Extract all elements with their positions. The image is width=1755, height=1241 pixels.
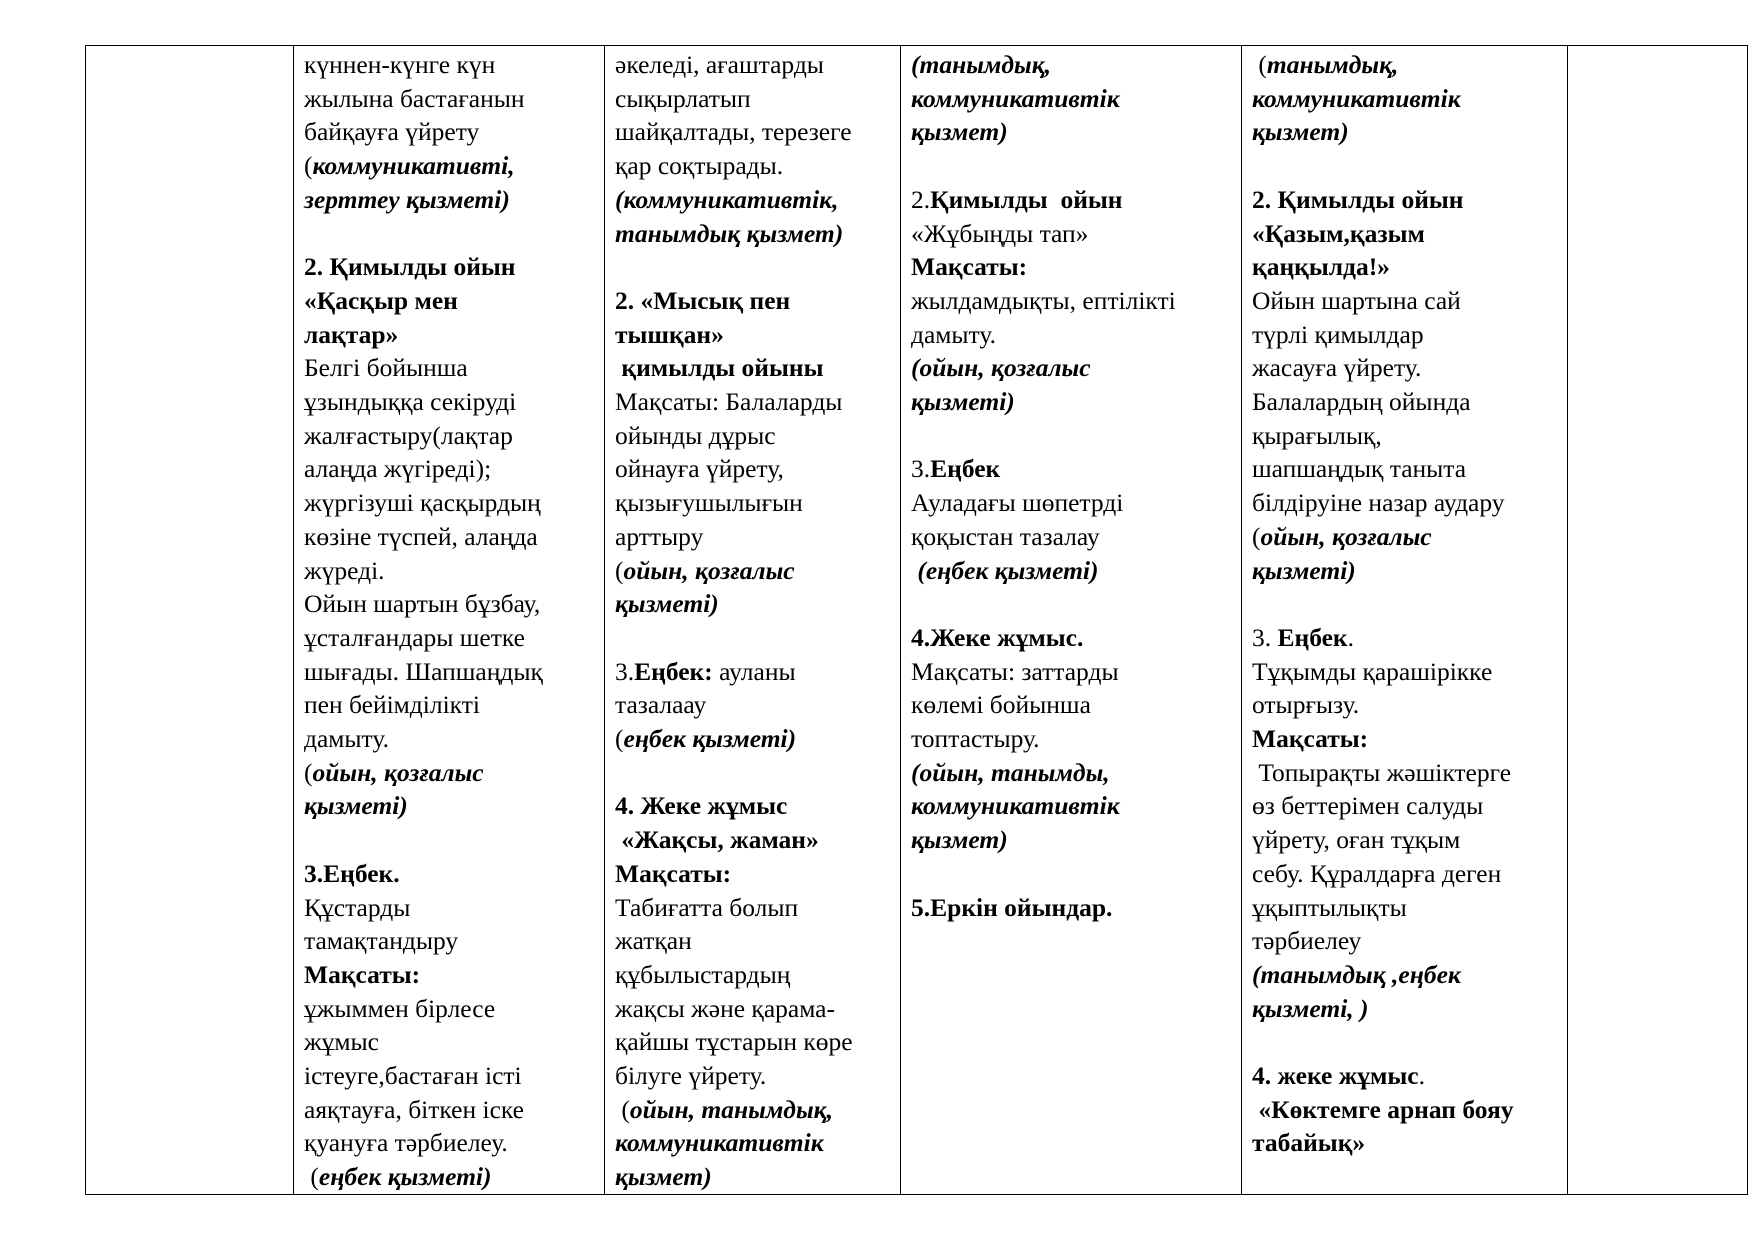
- text-line: [911, 419, 1231, 453]
- text-line: [1252, 621, 1557, 655]
- text-run: себу. Құралдарға деген: [1252, 858, 1502, 888]
- text-line: [1252, 655, 1557, 689]
- text-line: [1252, 554, 1557, 588]
- text-run: қоқыстан тазалау: [911, 521, 1100, 551]
- text-line: [304, 318, 594, 352]
- text-line: [911, 115, 1231, 149]
- text-line: [615, 48, 890, 82]
- text-line: [615, 655, 890, 689]
- table-cell-col-2: [294, 46, 605, 1195]
- text-line: [304, 823, 594, 857]
- text-run: Ойын шартын бұзбау,: [304, 589, 541, 619]
- text-run: 3.: [615, 656, 635, 686]
- text-line: [615, 1059, 890, 1093]
- text-line: [911, 149, 1231, 183]
- text-line: [615, 789, 890, 823]
- text-run: қызмет): [1252, 117, 1349, 147]
- text-line: [911, 857, 1231, 891]
- text-line: [304, 1160, 594, 1194]
- text-run: ұқыптылықты: [1252, 892, 1407, 922]
- text-run: қырағылық,: [1252, 420, 1382, 450]
- text-run: тәрбиелеу: [1252, 926, 1362, 956]
- text-run: (: [304, 1162, 319, 1192]
- text-run: (: [304, 151, 313, 181]
- text-line: [1252, 452, 1557, 486]
- text-run: топтастыру.: [911, 724, 1040, 754]
- text-run: табайық»: [1252, 1128, 1366, 1158]
- text-run: «Жақсы, жаман»: [615, 825, 819, 855]
- text-line: [1252, 756, 1557, 790]
- text-run: жүргізуші қасқырдың: [304, 488, 541, 518]
- text-line: [615, 284, 890, 318]
- text-run: күннен-күнге күн: [304, 50, 496, 79]
- text-run: жалғастыру(лақтар: [304, 420, 513, 450]
- text-run: білуге үйрету.: [615, 1061, 767, 1091]
- text-run: Құстарды: [304, 892, 411, 922]
- text-run: 4.Жеке жұмыс.: [911, 622, 1084, 652]
- text-run: .: [1347, 622, 1354, 652]
- text-run: Мақсаты:: [304, 959, 421, 989]
- text-line: [1252, 1093, 1557, 1127]
- text-line: [304, 722, 594, 756]
- text-run: қызмет): [911, 117, 1008, 147]
- text-line: [1252, 823, 1557, 857]
- text-line: [304, 992, 594, 1026]
- text-run: тамақтандыру: [304, 926, 459, 956]
- text-line: [911, 789, 1231, 823]
- text-run: қайшы тұстарын көре: [615, 1027, 853, 1057]
- text-run: дамыту.: [304, 724, 389, 754]
- text-line: [304, 924, 594, 958]
- text-line: [1252, 284, 1557, 318]
- text-line: [304, 655, 594, 689]
- text-run: Мақсаты: Балаларды: [615, 387, 843, 417]
- text-line: [304, 250, 594, 284]
- text-line: [615, 183, 890, 217]
- text-line: [911, 688, 1231, 722]
- text-line: [1252, 789, 1557, 823]
- text-run: қимылды ойыны: [615, 353, 824, 383]
- text-line: [615, 217, 890, 251]
- text-run: дамыту.: [911, 319, 996, 349]
- text-line: [304, 1025, 594, 1059]
- text-line: [1252, 1126, 1557, 1160]
- text-run: 4. жеке жұмыс: [1252, 1061, 1419, 1091]
- text-line: [911, 554, 1231, 588]
- text-line: [911, 48, 1231, 82]
- text-line: [1252, 217, 1557, 251]
- text-run: тышқан»: [615, 319, 724, 349]
- plan-table: [85, 45, 1748, 1195]
- text-line: [304, 789, 594, 823]
- text-line: [1252, 1025, 1557, 1059]
- text-run: (: [1252, 521, 1261, 551]
- text-line: [1252, 587, 1557, 621]
- text-run: көзіне түспей, алаңда: [304, 521, 538, 551]
- text-line: [615, 1126, 890, 1160]
- text-line: [615, 82, 890, 116]
- text-line: [1252, 318, 1557, 352]
- text-run: шайқалтады, терезеге: [615, 117, 852, 147]
- text-line: [304, 621, 594, 655]
- text-run: жасауға үйрету.: [1252, 353, 1422, 383]
- text-line: [304, 1093, 594, 1127]
- text-line: [1252, 891, 1557, 925]
- text-run: өз беттерімен салуды: [1252, 791, 1484, 821]
- table-cell-col-4: [901, 46, 1242, 1195]
- text-line: [615, 587, 890, 621]
- text-line: [304, 284, 594, 318]
- text-run: қызметі): [911, 387, 1015, 417]
- text-run: ойын, қозғалыс: [312, 757, 484, 787]
- text-run: (танымдық ,еңбек: [1252, 959, 1461, 989]
- text-run: ұжыммен бірлесе: [304, 993, 496, 1023]
- text-run: алаңда жүгіреді);: [304, 454, 492, 484]
- text-run: коммуникативтік: [615, 1128, 824, 1158]
- text-run: 2. Қимылды ойын: [304, 252, 516, 282]
- text-line: [1252, 115, 1557, 149]
- text-run: қызметі, ): [1252, 993, 1369, 1023]
- text-line: [304, 857, 594, 891]
- text-run: Ауладағы шөпетрді: [911, 488, 1124, 518]
- text-run: еңбек қызметі): [623, 724, 797, 754]
- text-run: 5.Еркін ойындар.: [911, 892, 1113, 922]
- text-line: [304, 351, 594, 385]
- text-line: [1252, 183, 1557, 217]
- text-line: [615, 520, 890, 554]
- text-line: [304, 756, 594, 790]
- text-run: әкеледі, ағаштарды: [615, 50, 824, 79]
- text-line: [615, 250, 890, 284]
- text-run: Топырақты жәшіктерге: [1252, 757, 1512, 787]
- text-line: [911, 318, 1231, 352]
- text-run: Еңбек:: [634, 656, 713, 686]
- text-line: [304, 688, 594, 722]
- text-run: коммуникативтік: [911, 83, 1120, 113]
- text-run: ойнауға үйрету,: [615, 454, 784, 484]
- text-line: [615, 891, 890, 925]
- text-run: ауланы: [712, 656, 796, 686]
- text-run: 2.: [911, 184, 931, 214]
- text-line: [304, 1059, 594, 1093]
- text-run: танымдық,: [1266, 50, 1399, 79]
- text-run: (ойын, қозғалыс: [911, 353, 1091, 383]
- text-run: Еңбек: [1277, 622, 1348, 652]
- text-line: [615, 722, 890, 756]
- text-line: [911, 722, 1231, 756]
- text-line: [615, 857, 890, 891]
- text-run: арттыру: [615, 521, 704, 551]
- text-line: [911, 756, 1231, 790]
- table-cell-col-6: [1568, 46, 1748, 1195]
- text-run: (ойын, танымды,: [911, 757, 1110, 787]
- text-line: [304, 149, 594, 183]
- text-run: ұзындыққа секіруді: [304, 387, 517, 417]
- text-run: Белгі бойынша: [304, 353, 468, 383]
- table-cell-col-1: [86, 46, 294, 1195]
- text-run: ойын, қозғалыс: [1260, 521, 1432, 551]
- text-line: [615, 452, 890, 486]
- text-run: қызметі): [304, 791, 408, 821]
- text-line: [304, 82, 594, 116]
- text-run: Еңбек: [930, 454, 1001, 484]
- text-run: қуануға тәрбиелеу.: [304, 1128, 508, 1158]
- text-line: [1252, 48, 1557, 82]
- text-line: [304, 486, 594, 520]
- text-line: [1252, 82, 1557, 116]
- text-line: [615, 149, 890, 183]
- text-run: жүреді.: [304, 555, 385, 585]
- text-line: [304, 587, 594, 621]
- text-line: [911, 351, 1231, 385]
- text-line: [615, 621, 890, 655]
- text-run: көлемі бойынша: [911, 690, 1091, 720]
- text-line: [1252, 520, 1557, 554]
- text-line: [1252, 958, 1557, 992]
- text-run: коммуникативтік: [911, 791, 1120, 821]
- text-run: қызмет): [615, 1162, 712, 1192]
- text-line: [1252, 419, 1557, 453]
- text-line: [615, 486, 890, 520]
- text-line: [615, 1093, 890, 1127]
- table-cell-col-3: [605, 46, 901, 1195]
- text-line: [615, 924, 890, 958]
- text-run: түрлі қимылдар: [1252, 319, 1424, 349]
- text-line: [615, 823, 890, 857]
- text-line: [1252, 688, 1557, 722]
- text-run: қаңқылда!»: [1252, 252, 1390, 282]
- text-line: [615, 1025, 890, 1059]
- text-run: шығады. Шапшаңдық: [304, 656, 543, 686]
- text-run: танымдық қызмет): [615, 218, 844, 248]
- text-run: коммуникативті,: [312, 151, 515, 181]
- text-run: тазалаау: [615, 690, 707, 720]
- text-line: [1252, 722, 1557, 756]
- text-line: [615, 554, 890, 588]
- text-run: байқауға үйрету: [304, 117, 480, 147]
- text-run: ұсталғандары шетке: [304, 622, 525, 652]
- text-line: [911, 823, 1231, 857]
- text-run: жақсы және қарама-: [615, 993, 835, 1023]
- text-run: қар соқтырады.: [615, 151, 784, 181]
- text-line: [304, 183, 594, 217]
- text-run: 2. Қимылды ойын: [1252, 184, 1464, 214]
- text-line: [304, 520, 594, 554]
- text-run: Тұқымды қарашірікке: [1252, 656, 1493, 686]
- text-run: коммуникативтік: [1252, 83, 1461, 113]
- text-line: [911, 891, 1231, 925]
- text-run: Мақсаты: заттарды: [911, 656, 1119, 686]
- text-line: [1252, 486, 1557, 520]
- text-run: отырғызу.: [1252, 690, 1360, 720]
- text-line: [304, 48, 594, 82]
- text-line: [304, 419, 594, 453]
- text-run: Қимылды ойын: [930, 184, 1123, 214]
- text-line: [1252, 857, 1557, 891]
- text-line: [911, 217, 1231, 251]
- text-line: [615, 688, 890, 722]
- text-line: [304, 1126, 594, 1160]
- text-line: [1252, 149, 1557, 183]
- text-line: [1252, 924, 1557, 958]
- text-line: [304, 385, 594, 419]
- text-run: ойын, танымдық,: [629, 1094, 833, 1124]
- text-line: [615, 992, 890, 1026]
- text-run: сықырлатып: [615, 83, 751, 113]
- text-run: қызметі): [1252, 555, 1356, 585]
- text-run: жұмыс: [304, 1027, 379, 1057]
- text-run: 3.Еңбек.: [304, 858, 400, 888]
- text-line: [304, 217, 594, 251]
- text-line: [304, 452, 594, 486]
- text-run: 2. «Мысық пен: [615, 285, 791, 315]
- text-run: білдіруіне назар аудару: [1252, 488, 1505, 518]
- text-line: [911, 520, 1231, 554]
- text-run: ойынды дұрыс: [615, 420, 776, 450]
- text-line: [1252, 992, 1557, 1026]
- text-line: [911, 82, 1231, 116]
- text-run: (танымдық,: [911, 50, 1052, 79]
- text-run: .: [1418, 1061, 1425, 1091]
- text-line: [911, 486, 1231, 520]
- text-line: [1252, 250, 1557, 284]
- text-line: [911, 621, 1231, 655]
- text-run: жылына бастағанын: [304, 83, 525, 113]
- text-run: лақтар»: [304, 319, 399, 349]
- text-run: Балалардың ойында: [1252, 387, 1471, 417]
- text-run: пен бейімділікті: [304, 690, 480, 720]
- text-line: [911, 284, 1231, 318]
- text-run: қызығушылығын: [615, 488, 803, 518]
- text-run: (: [304, 757, 313, 787]
- text-run: «Жұбыңды тап»: [911, 218, 1089, 248]
- text-run: еңбек қызметі): [318, 1162, 492, 1192]
- text-run: қызмет): [911, 825, 1008, 855]
- text-run: Мақсаты:: [911, 252, 1028, 282]
- text-run: үйрету, оған тұқым: [1252, 825, 1461, 855]
- text-run: 4. Жеке жұмыс: [615, 791, 788, 821]
- text-run: «Қасқыр мен: [304, 285, 458, 315]
- text-line: [1252, 385, 1557, 419]
- text-run: істеуге,бастаған істі: [304, 1061, 522, 1091]
- text-run: (: [615, 1094, 630, 1124]
- table-row: [86, 46, 1748, 1195]
- text-line: [615, 115, 890, 149]
- text-run: (: [615, 555, 624, 585]
- text-run: қызметі): [615, 589, 719, 619]
- text-line: [304, 958, 594, 992]
- text-run: Мақсаты:: [1252, 724, 1369, 754]
- text-run: аяқтауға, біткен іске: [304, 1094, 524, 1124]
- text-line: [615, 385, 890, 419]
- text-run: «Көктемге арнап бояу: [1252, 1094, 1514, 1124]
- text-line: [911, 655, 1231, 689]
- text-line: [1252, 1059, 1557, 1093]
- text-run: 3.: [1252, 622, 1278, 652]
- text-line: [911, 452, 1231, 486]
- text-run: құбылыстардың: [615, 959, 791, 989]
- text-run: шапшаңдық таныта: [1252, 454, 1467, 484]
- text-run: ойын, қозғалыс: [623, 555, 795, 585]
- text-line: [615, 318, 890, 352]
- text-line: [304, 115, 594, 149]
- text-line: [1252, 351, 1557, 385]
- text-run: (коммуникативтік,: [615, 184, 839, 214]
- text-run: «Қазым,қазым: [1252, 218, 1425, 248]
- text-run: Ойын шартына сай: [1252, 285, 1461, 315]
- text-run: (еңбек қызметі): [911, 555, 1099, 585]
- text-run: Табиғатта болып: [615, 892, 799, 922]
- text-line: [615, 756, 890, 790]
- text-line: [615, 419, 890, 453]
- text-line: [304, 891, 594, 925]
- table-cell-col-5: [1242, 46, 1568, 1195]
- text-line: [615, 958, 890, 992]
- text-run: жылдамдықты, ептілікті: [911, 285, 1176, 315]
- text-line: [911, 250, 1231, 284]
- text-run: жатқан: [615, 926, 692, 956]
- text-run: зерттеу қызметі): [304, 184, 510, 214]
- text-run: (: [1252, 50, 1267, 79]
- text-run: 3.: [911, 454, 931, 484]
- text-line: [615, 1160, 890, 1194]
- text-run: (: [615, 724, 624, 754]
- text-line: [304, 554, 594, 588]
- text-line: [615, 351, 890, 385]
- text-line: [911, 587, 1231, 621]
- text-line: [911, 183, 1231, 217]
- text-run: Мақсаты:: [615, 858, 732, 888]
- text-line: [911, 385, 1231, 419]
